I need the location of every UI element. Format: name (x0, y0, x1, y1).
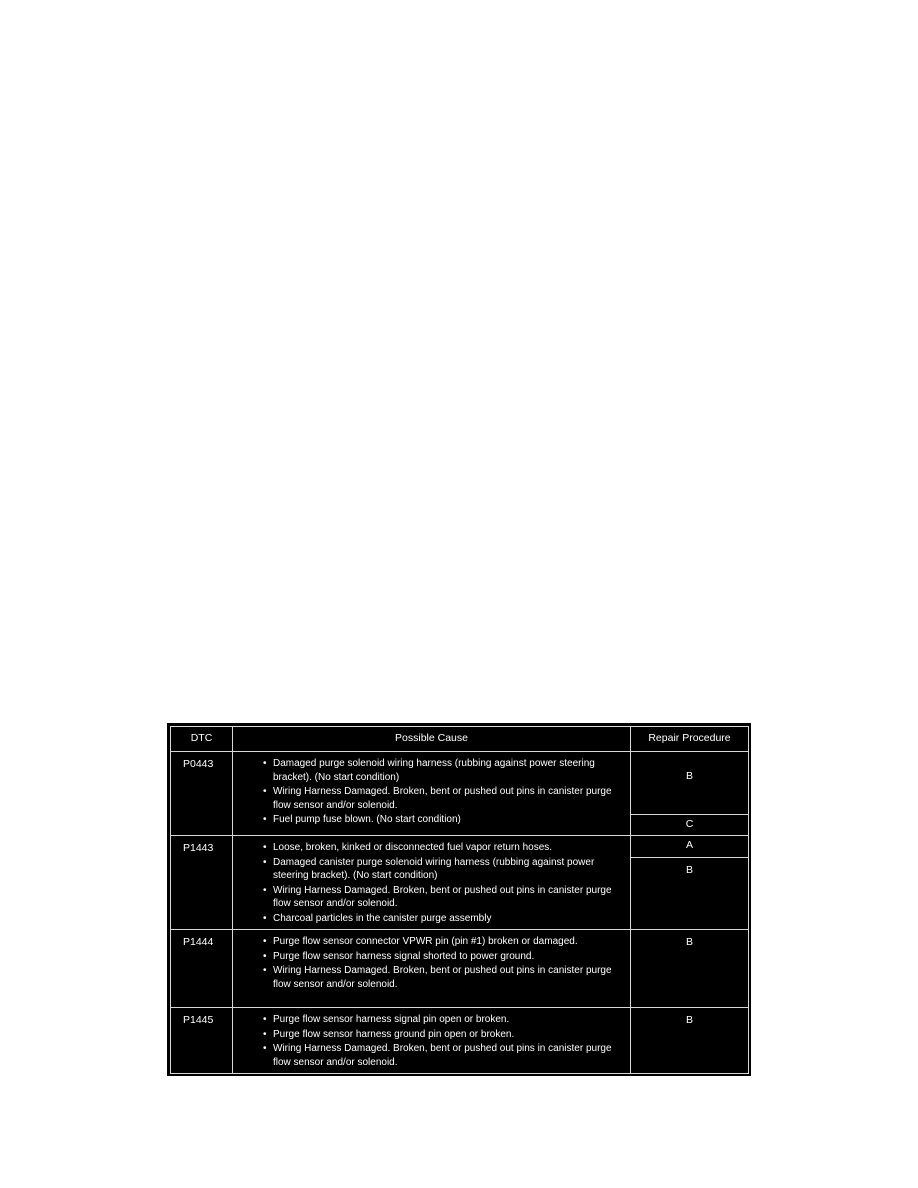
possible-cause-cell (233, 752, 631, 836)
repair-procedure-split (631, 836, 748, 929)
repair-procedure-part (631, 858, 748, 929)
repair-procedure-part (631, 815, 748, 835)
cause-item: • Loose, broken, kinked or disconnected fuel vapor return hoses. (263, 841, 624, 855)
dtc-cell (171, 836, 233, 930)
cause-list (233, 836, 630, 925)
dtc-code: P1443 (183, 842, 214, 854)
cause-item: • Purge flow sensor harness signal shorted to power ground. (263, 950, 624, 964)
repair-procedure-part (631, 752, 748, 815)
repair-procedure-code: C (685, 818, 694, 830)
cause-item: • Damaged canister purge solenoid wiring harness (rubbing against power steering bracket). (No start condition) (263, 856, 624, 883)
dtc-table-container (167, 723, 751, 1076)
cause-item: • Purge flow sensor harness signal pin open or broken. (263, 1013, 624, 1027)
cause-item: • Charcoal particles in the canister purge assembly (263, 912, 624, 926)
dtc-cell (171, 752, 233, 836)
repair-procedure-cell (631, 1008, 749, 1074)
cause-item: • Purge flow sensor harness ground pin open or broken. (263, 1028, 624, 1042)
dtc-code: P1445 (183, 1014, 214, 1026)
cause-item: • Purge flow sensor connector VPWR pin (pin #1) broken or damaged. (263, 935, 624, 949)
cause-list (233, 1008, 630, 1069)
possible-cause-cell (233, 1008, 631, 1074)
cause-item: • Wiring Harness Damaged. Broken, bent or pushed out pins in canister purge flow sensor and/or solenoid. (263, 785, 624, 812)
dtc-cell (171, 1008, 233, 1074)
dtc-code: P0443 (183, 758, 214, 770)
table-row (171, 752, 749, 836)
cause-list (233, 930, 630, 991)
cause-list (233, 752, 630, 827)
possible-cause-column-header: Possible Cause (233, 727, 631, 752)
table-header-row (171, 727, 749, 752)
possible-cause-cell (233, 930, 631, 1008)
table-row (171, 1008, 749, 1074)
cause-item: • Wiring Harness Damaged. Broken, bent or pushed out pins in canister purge flow sensor and/or solenoid. (263, 964, 624, 991)
repair-procedure-code: A (685, 839, 693, 851)
cause-item: • Wiring Harness Damaged. Broken, bent or pushed out pins in canister purge flow sensor and/or solenoid. (263, 884, 624, 911)
dtc-cell (171, 930, 233, 1008)
possible-cause-cell (233, 836, 631, 930)
cause-item: • Wiring Harness Damaged. Broken, bent or pushed out pins in canister purge flow sensor and/or solenoid. (263, 1042, 624, 1069)
repair-procedure-split (631, 752, 748, 835)
cause-item: • Fuel pump fuse blown. (No start condition) (263, 813, 624, 827)
repair-procedure-part (631, 836, 748, 858)
cause-item: • Damaged purge solenoid wiring harness (rubbing against power steering bracket). (No start condition) (263, 757, 624, 784)
repair-procedure-code: B (685, 770, 693, 782)
table-row (171, 836, 749, 930)
repair-procedure-cell (631, 836, 749, 930)
repair-procedure-column-header: Repair Procedure (631, 727, 749, 752)
repair-procedure-code: B (685, 1014, 693, 1026)
repair-procedure-code: B (685, 864, 693, 876)
dtc-code: P1444 (183, 936, 214, 948)
dtc-column-header: DTC (171, 727, 233, 752)
repair-procedure-cell (631, 752, 749, 836)
repair-procedure-code: B (685, 936, 693, 948)
table-row (171, 930, 749, 1008)
repair-procedure-cell (631, 930, 749, 1008)
dtc-table (170, 726, 749, 1074)
